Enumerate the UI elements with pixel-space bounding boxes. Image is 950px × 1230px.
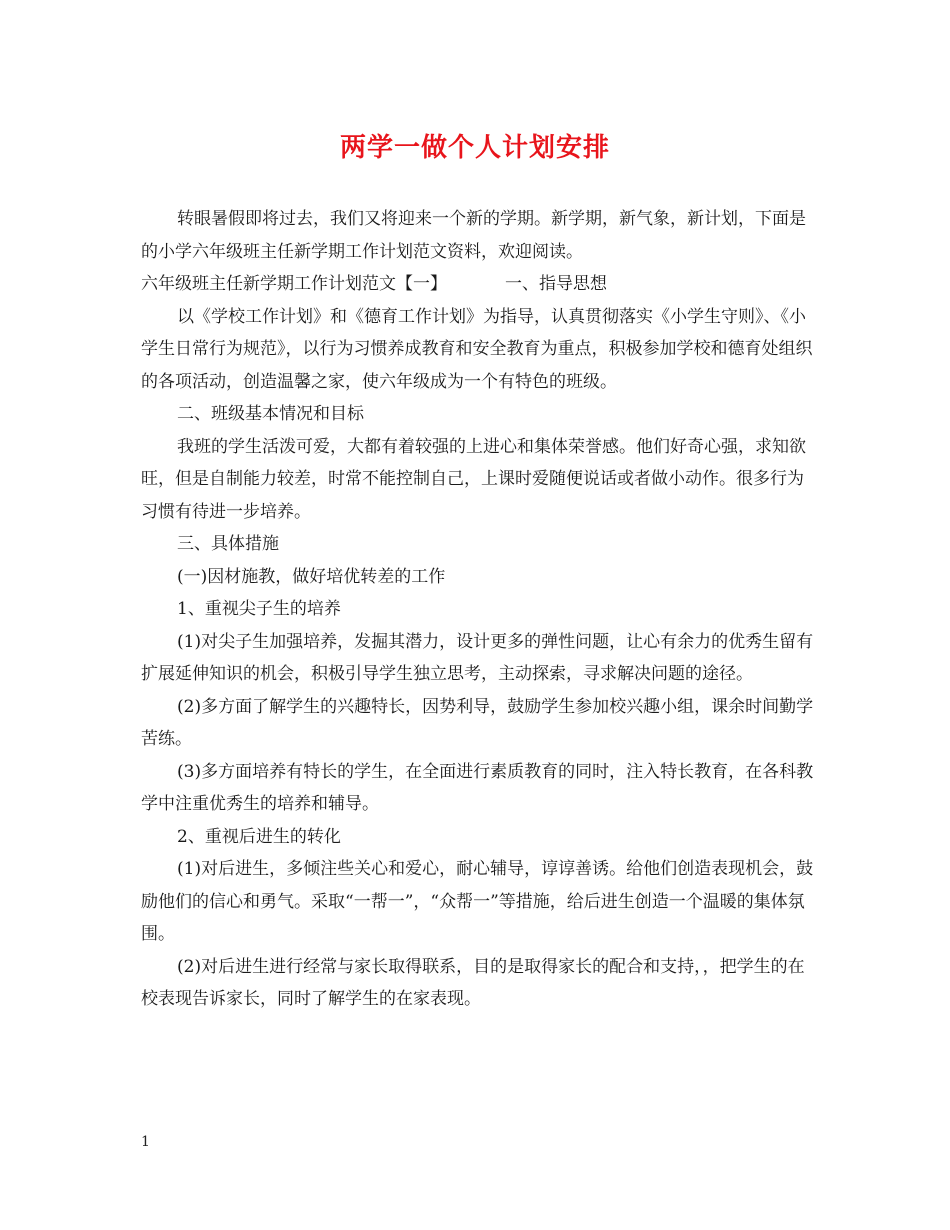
heading-measures: 三、具体措施 [177, 534, 279, 554]
item-top-students-3: (3)多方面培养有特长的学生，在全面进行素质教育的同时，注入特长教育，在各科教学中注重优秀生的培养和辅导。 [141, 761, 814, 814]
item-struggling-students-1: (1)对后进生，多倾注些关心和爱心，耐心辅导，谆谆善诱。给他们创造表现机会，鼓励他们的信心和勇气。采取“一帮一”，“众帮一”等措施，给后进生创造一个温暖的集体氛围。 [141, 859, 814, 944]
class-situation-paragraph: 我班的学生活泼可爱，大都有着较强的上进心和集体荣誉感。他们好奇心强，求知欲旺，但是自制能力较差，时常不能控制自己，上课时爱随便说话或者做小动作。很多行为习惯有待进一步培养。 [141, 436, 806, 522]
section-title: 六年级班主任新学期工作计划范文【一】 [141, 274, 447, 294]
section-heading-line [141, 268, 817, 301]
item-struggling-students: 2、重视后进生的转化 [177, 826, 341, 847]
item-top-students-1: (1)对尖子生加强培养，发掘其潜力，设计更多的弹性问题，让心有余力的优秀生留有扩展延伸知识的机会，积极引导学生独立思考，主动探索，寻求解决问题的途径。 [141, 631, 814, 684]
subheading-teaching: (一)因材施教，做好培优转差的工作 [177, 566, 446, 587]
item-top-students-2: (2)多方面了解学生的兴趣特长，因势利导，鼓励学生参加校兴趣小组，课余时间勤学苦练。 [141, 696, 814, 749]
intro-paragraph: 转眼暑假即将过去，我们又将迎来一个新的学期。新学期，新气象，新计划，下面是的小学六年级班主任新学期工作计划范文资料，欢迎阅读。 [141, 209, 806, 262]
guiding-thought-paragraph: 以《学校工作计划》和《德育工作计划》为指导，认真贯彻落实《小学生守则》、《小学生日常行为规范》，以行为习惯养成教育和安全教育为重点，积极参加学校和德育处组织的各项活动，创造温馨之家，使六年级成为一个有特色的班级。 [141, 306, 813, 392]
page-number: 1 [141, 1134, 150, 1150]
heading-class-situation: 二、班级基本情况和目标 [177, 404, 364, 424]
document-title: 两学一做个人计划安排 [339, 133, 610, 163]
item-top-students: 1、重视尖子生的培养 [177, 599, 341, 619]
item-struggling-students-2: (2)对后进生进行经常与家长取得联系，目的是取得家长的配合和支持，，把学生的在校表现告诉家长，同时了解学生的在家表现。 [141, 956, 805, 1009]
heading-guiding-thought: 一、指导思想 [505, 274, 607, 294]
document-body [141, 203, 817, 1016]
